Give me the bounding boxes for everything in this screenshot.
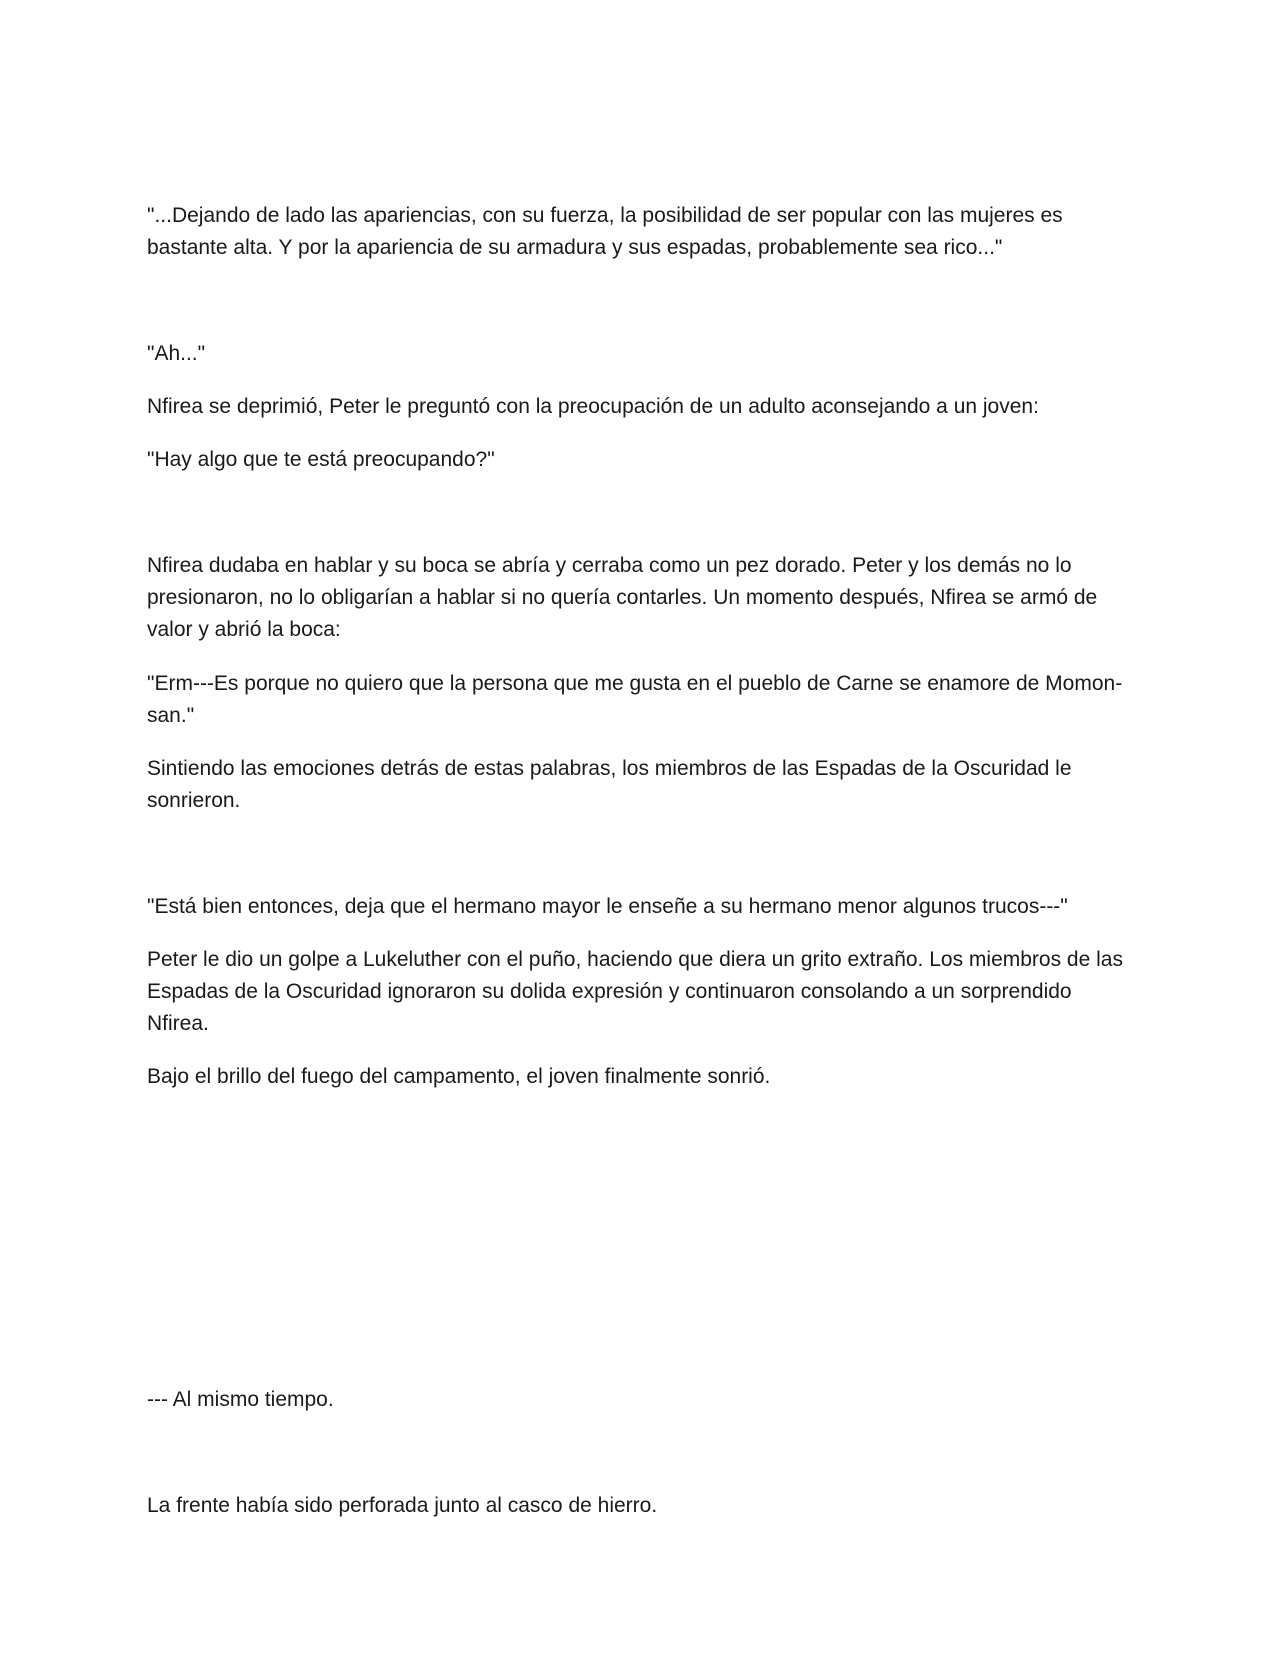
paragraph-8: "Está bien entonces, deja que el hermano mayor le enseñe a su hermano menor algunos trucos---": [147, 895, 1068, 918]
paragraph-1: "...Dejando de lado las apariencias, con su fuerza, la posibilidad de ser popular con las mujeres es bastante alta. Y por la apariencia de su armadura y sus espadas, probablemente sea rico...": [147, 204, 1063, 259]
paragraph-2: "Ah...": [147, 342, 206, 365]
paragraph-10: Bajo el brillo del fuego del campamento, el joven finalmente sonrió.: [147, 1065, 771, 1088]
paragraph-4: "Hay algo que te está preocupando?": [147, 448, 495, 471]
paragraph-6: "Erm---Es porque no quiero que la persona que me gusta en el pueblo de Carne se enamore de Momon-san.": [147, 672, 1123, 727]
paragraph-7: Sintiendo las emociones detrás de estas palabras, los miembros de las Espadas de la Oscuridad le sonrieron.: [147, 757, 1072, 812]
paragraph-5: Nfirea dudaba en hablar y su boca se abría y cerraba como un pez dorado. Peter y los demás no lo presionaron, no lo obligarían a hablar si no quería contarles. Un momento después, Nfirea se armó de valor y abrió la boca:: [147, 554, 1098, 641]
paragraph-3: Nfirea se deprimió, Peter le preguntó con la preocupación de un adulto aconsejando a un joven:: [147, 395, 1039, 418]
paragraph-9: Peter le dio un golpe a Lukeluther con el puño, haciendo que diera un grito extraño. Los miembros de las Espadas de la Oscuridad ignoraron su dolida expresión y continuaron consolando a un sorprendido Nfirea.: [147, 948, 1123, 1035]
paragraph-11: --- Al mismo tiempo.: [147, 1388, 334, 1411]
paragraph-12: La frente había sido perforada junto al casco de hierro.: [147, 1494, 658, 1517]
